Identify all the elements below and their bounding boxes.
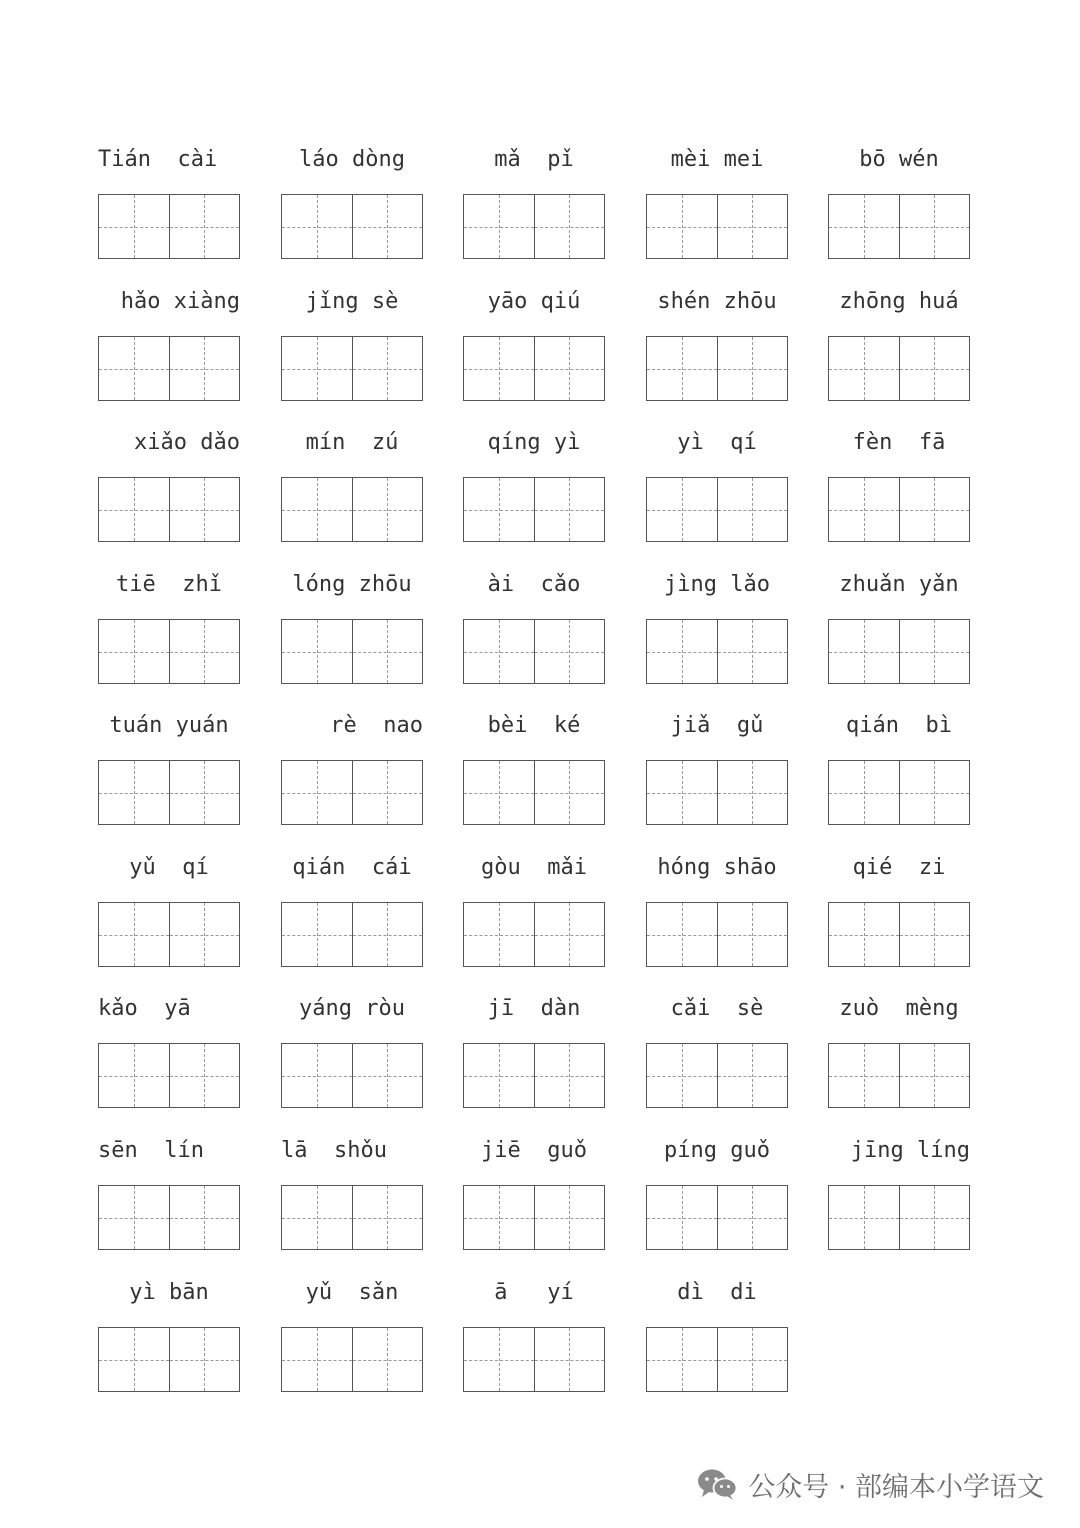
writing-grid	[281, 902, 423, 967]
grid-cell[interactable]	[352, 478, 423, 541]
writing-grid	[98, 619, 240, 684]
writing-grid	[463, 194, 605, 259]
writing-grid	[98, 1043, 240, 1108]
grid-cell[interactable]	[464, 903, 534, 966]
grid-cell[interactable]	[534, 1328, 605, 1391]
writing-grid	[828, 1043, 970, 1108]
grid-cell[interactable]	[717, 1186, 788, 1249]
grid-cell[interactable]	[99, 1328, 169, 1391]
pinyin-label: Tián cài	[98, 147, 218, 172]
pinyin-label: rè nao	[330, 713, 423, 738]
grid-cell[interactable]	[282, 1328, 352, 1391]
grid-cell[interactable]	[534, 620, 605, 683]
pinyin-label: qíng yì	[487, 430, 581, 455]
pinyin-label: dì di	[677, 1280, 757, 1305]
pinyin-label: qián bì	[846, 713, 952, 738]
pinyin-label: jìng lǎo	[664, 572, 770, 597]
writing-grid	[98, 760, 240, 825]
grid-cell[interactable]	[647, 195, 717, 258]
pinyin-label: jīng líng	[850, 1138, 970, 1163]
pinyin-label: bèi ké	[487, 713, 581, 738]
writing-grid	[98, 1185, 240, 1250]
grid-cell[interactable]	[99, 761, 169, 824]
writing-grid	[281, 760, 423, 825]
writing-grid	[281, 336, 423, 401]
pinyin-label: zuò mèng	[839, 996, 959, 1021]
pinyin-label: shén zhōu	[657, 289, 777, 314]
pinyin-label: píng guǒ	[664, 1138, 770, 1163]
pinyin-label: qián cái	[292, 855, 412, 880]
grid-cell[interactable]	[169, 1186, 240, 1249]
grid-cell[interactable]	[647, 1044, 717, 1107]
grid-cell[interactable]	[282, 761, 352, 824]
pinyin-label: sēn lín	[98, 1138, 204, 1163]
pinyin-label: yāo qiú	[487, 289, 581, 314]
writing-grid	[463, 1327, 605, 1392]
grid-cell[interactable]	[647, 478, 717, 541]
grid-cell[interactable]	[99, 1186, 169, 1249]
writing-grid	[646, 1185, 788, 1250]
grid-cell[interactable]	[352, 195, 423, 258]
grid-cell[interactable]	[717, 478, 788, 541]
writing-grid	[828, 477, 970, 542]
pinyin-label: bō wén	[859, 147, 939, 172]
writing-grid	[828, 902, 970, 967]
writing-grid	[463, 336, 605, 401]
writing-grid	[281, 194, 423, 259]
grid-cell[interactable]	[352, 761, 423, 824]
writing-grid	[463, 1043, 605, 1108]
writing-grid	[646, 760, 788, 825]
pinyin-label: mín zú	[305, 430, 399, 455]
pinyin-label: yáng ròu	[299, 996, 405, 1021]
writing-grid	[98, 194, 240, 259]
grid-cell[interactable]	[717, 337, 788, 400]
grid-cell[interactable]	[464, 337, 534, 400]
grid-cell[interactable]	[352, 903, 423, 966]
grid-cell[interactable]	[99, 478, 169, 541]
pinyin-label: jiǎ gǔ	[670, 713, 764, 738]
writing-grid	[281, 619, 423, 684]
grid-cell[interactable]	[534, 1186, 605, 1249]
grid-cell[interactable]	[169, 195, 240, 258]
grid-cell[interactable]	[647, 337, 717, 400]
watermark	[696, 1464, 1044, 1504]
grid-cell[interactable]	[169, 478, 240, 541]
grid-cell[interactable]	[282, 195, 352, 258]
writing-grid	[281, 1327, 423, 1392]
grid-cell[interactable]	[282, 903, 352, 966]
grid-cell[interactable]	[829, 620, 899, 683]
pinyin-label: tiē zhǐ	[116, 572, 222, 597]
grid-cell[interactable]	[169, 1328, 240, 1391]
grid-cell[interactable]	[829, 337, 899, 400]
writing-grid	[828, 194, 970, 259]
pinyin-label: tuán yuán	[109, 713, 229, 738]
grid-cell[interactable]	[899, 761, 970, 824]
grid-cell[interactable]	[899, 195, 970, 258]
grid-cell[interactable]	[464, 195, 534, 258]
pinyin-label: jǐng sè	[305, 289, 399, 314]
pinyin-label: yǔ qí	[129, 855, 209, 880]
grid-cell[interactable]	[99, 337, 169, 400]
grid-cell[interactable]	[717, 903, 788, 966]
grid-cell[interactable]	[899, 903, 970, 966]
pinyin-label: mèi mei	[670, 147, 764, 172]
writing-grid	[98, 902, 240, 967]
grid-cell[interactable]	[534, 903, 605, 966]
grid-cell[interactable]	[534, 478, 605, 541]
grid-cell[interactable]	[352, 1328, 423, 1391]
pinyin-label: yǔ sǎn	[305, 1280, 399, 1305]
grid-cell[interactable]	[829, 195, 899, 258]
writing-grid	[646, 477, 788, 542]
grid-cell[interactable]	[99, 620, 169, 683]
pinyin-label: yì bān	[129, 1280, 209, 1305]
writing-grid	[463, 902, 605, 967]
pinyin-label: ā yí	[494, 1280, 574, 1305]
grid-cell[interactable]	[717, 620, 788, 683]
grid-cell[interactable]	[899, 1186, 970, 1249]
pinyin-label: kǎo yā	[98, 996, 191, 1021]
grid-cell[interactable]	[829, 761, 899, 824]
grid-cell[interactable]	[464, 478, 534, 541]
writing-grid	[281, 1185, 423, 1250]
pinyin-label: lóng zhōu	[292, 572, 412, 597]
grid-cell[interactable]	[647, 1186, 717, 1249]
writing-grid	[463, 477, 605, 542]
writing-grid	[281, 1043, 423, 1108]
grid-cell[interactable]	[464, 1044, 534, 1107]
writing-grid	[463, 1185, 605, 1250]
grid-cell[interactable]	[464, 761, 534, 824]
grid-cell[interactable]	[899, 620, 970, 683]
pinyin-label: hǎo xiàng	[120, 289, 240, 314]
grid-cell[interactable]	[899, 1044, 970, 1107]
writing-grid	[646, 1327, 788, 1392]
writing-grid	[646, 902, 788, 967]
writing-grid	[98, 336, 240, 401]
grid-cell[interactable]	[464, 1186, 534, 1249]
grid-cell[interactable]	[647, 620, 717, 683]
writing-grid	[828, 760, 970, 825]
grid-cell[interactable]	[169, 337, 240, 400]
pinyin-label: cǎi sè	[670, 996, 764, 1021]
grid-cell[interactable]	[829, 1044, 899, 1107]
grid-cell[interactable]	[282, 337, 352, 400]
grid-cell[interactable]	[352, 1044, 423, 1107]
pinyin-label: jī dàn	[487, 996, 581, 1021]
writing-grid	[463, 760, 605, 825]
grid-cell[interactable]	[169, 903, 240, 966]
grid-cell[interactable]	[534, 337, 605, 400]
wechat-icon	[696, 1467, 738, 1501]
watermark-text: 公众号 · 部编本小学语文	[748, 1471, 1044, 1503]
grid-cell[interactable]	[534, 195, 605, 258]
pinyin-label: lā shǒu	[281, 1138, 387, 1163]
grid-cell[interactable]	[352, 620, 423, 683]
grid-cell[interactable]	[282, 1186, 352, 1249]
writing-grid	[281, 477, 423, 542]
writing-grid	[463, 619, 605, 684]
pinyin-label: zhuǎn yǎn	[839, 572, 959, 597]
grid-cell[interactable]	[464, 1328, 534, 1391]
writing-grid	[646, 1043, 788, 1108]
writing-grid	[828, 619, 970, 684]
grid-cell[interactable]	[169, 620, 240, 683]
grid-cell[interactable]	[647, 1328, 717, 1391]
grid-cell[interactable]	[717, 1044, 788, 1107]
pinyin-label: zhōng huá	[839, 289, 959, 314]
grid-cell[interactable]	[829, 478, 899, 541]
pinyin-label: qié zi	[852, 855, 946, 880]
writing-grid	[646, 619, 788, 684]
grid-cell[interactable]	[717, 195, 788, 258]
pinyin-label: mǎ pǐ	[494, 147, 574, 172]
writing-grid	[646, 194, 788, 259]
pinyin-label: xiǎo dǎo	[134, 430, 240, 455]
grid-cell[interactable]	[534, 761, 605, 824]
grid-cell[interactable]	[899, 337, 970, 400]
grid-cell[interactable]	[352, 1186, 423, 1249]
grid-cell[interactable]	[169, 761, 240, 824]
grid-cell[interactable]	[352, 337, 423, 400]
grid-cell[interactable]	[717, 761, 788, 824]
pinyin-label: jiē guǒ	[481, 1138, 587, 1163]
grid-cell[interactable]	[99, 1044, 169, 1107]
grid-cell[interactable]	[899, 478, 970, 541]
grid-cell[interactable]	[647, 761, 717, 824]
pinyin-label: yì qí	[677, 430, 757, 455]
pinyin-label: hóng shāo	[657, 855, 777, 880]
grid-cell[interactable]	[829, 1186, 899, 1249]
grid-cell[interactable]	[534, 1044, 605, 1107]
grid-cell[interactable]	[464, 620, 534, 683]
writing-grid	[828, 336, 970, 401]
grid-cell[interactable]	[99, 903, 169, 966]
pinyin-label: fèn fā	[852, 430, 946, 455]
writing-grid	[828, 1185, 970, 1250]
grid-cell[interactable]	[717, 1328, 788, 1391]
grid-cell[interactable]	[282, 1044, 352, 1107]
grid-cell[interactable]	[99, 195, 169, 258]
grid-cell[interactable]	[829, 903, 899, 966]
pinyin-label: láo dòng	[299, 147, 405, 172]
pinyin-label: gòu mǎi	[481, 855, 587, 880]
pinyin-label: ài cǎo	[487, 572, 581, 597]
grid-cell[interactable]	[282, 620, 352, 683]
writing-grid	[98, 477, 240, 542]
grid-cell[interactable]	[282, 478, 352, 541]
writing-grid	[98, 1327, 240, 1392]
writing-grid	[646, 336, 788, 401]
grid-cell[interactable]	[647, 903, 717, 966]
grid-cell[interactable]	[169, 1044, 240, 1107]
